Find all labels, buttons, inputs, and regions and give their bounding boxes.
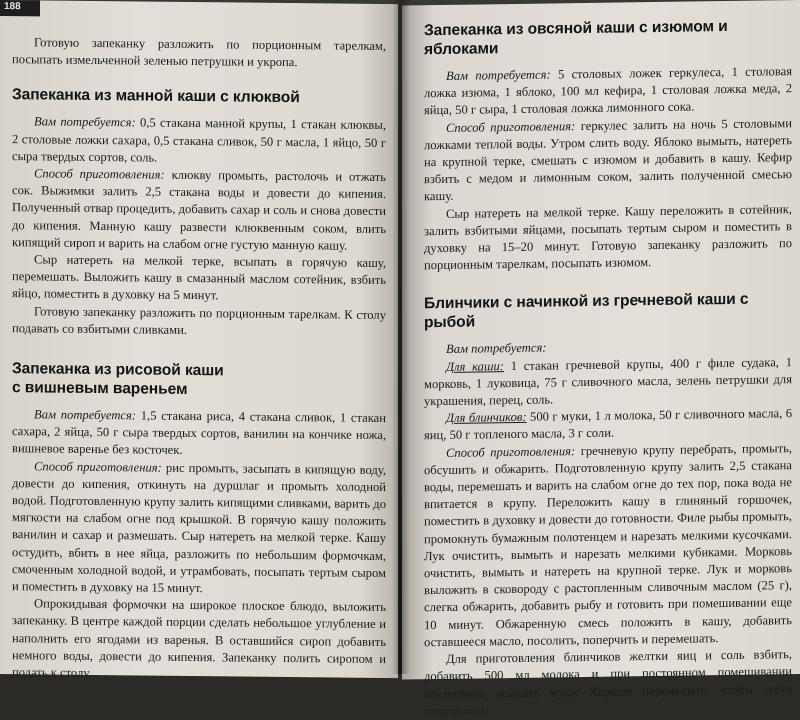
method-text: геркулес залить на ночь 5 столовыми ложками теплой воды. Утром слить воду. Яблоко вымыть, натереть на крупной терке, смешать с изюмом и добавить в кашу. Кефир взбить с медом и лимонным соком, залить полученной смесью кашу. bbox=[424, 115, 792, 204]
method-label: Способ приготовления: bbox=[446, 443, 576, 460]
method-paragraph bbox=[424, 115, 792, 206]
method-text: рис промыть, засыпать в кипящую воду, довести до кипения, откинуть на дуршлаг и промыть холодной водой. Подготовленную крупу залить кипящими сливками, варить до мягкости на слабом огне под крышкой. В горячую кашу положить ванилин и сахар и размешать. Сыр натереть на мелкой терке. Кашу остудить, вбить в нее яйца, разложить по небольшим формочкам, смоченным холодной водой, и утрамбовать, посыпать тертым сыром и поместить в духовку на 15 минут. bbox=[12, 460, 386, 596]
ingredients-paragraph bbox=[12, 114, 386, 170]
pancake-ingredients bbox=[424, 405, 792, 445]
body-paragraph: Сыр натереть на мелкой терке. Кашу переложить в сотейник, залить взбитыми яйцами, посыпать тертым сыром и поместить в духовку на 15–20 минут. Готовую запеканку разложить по порционным тарелкам, посыпать изюмом. bbox=[424, 201, 792, 273]
ingredients-label: Вам потребуется: bbox=[446, 67, 551, 83]
ingredients-text: 1,5 стакана риса, 4 стакана сливок, 1 стакан сахара, 2 яйца, 50 г сыра твердых сортов, ванилин на кончике ножа, вишневое варенье без косточек. bbox=[12, 408, 387, 458]
porridge-label: Для каши: bbox=[446, 358, 504, 374]
recipe-title-rice bbox=[12, 359, 386, 401]
body-paragraph: Готовую запеканку разложить по порционным тарелкам. К столу подавать со взбитыми сливками. bbox=[12, 303, 386, 337]
body-paragraph: Для приготовления блинчиков желтки яиц и соль взбить, добавить 500 мл молока и при постоянном помешивании постепенно всыпать муку. Хорошо перемешать, чтобы тесто получилось bbox=[424, 647, 792, 718]
recipe-title-line: с вишневым вареньем bbox=[12, 379, 188, 399]
right-page bbox=[402, 0, 800, 718]
ingredients-text: 0,5 стакана манной крупы, 1 стакан клюквы, 2 столовые ложки сахара, 0,5 стакана сливок, 50 г масла, 1 яйцо, 50 г сыра твердых сортов, соль. bbox=[12, 115, 386, 165]
ingredients-label: Вам потребуется: bbox=[34, 114, 136, 130]
ingredients-text: 5 столовых ложек геркулеса, 1 столовая ложка изюма, 1 яблоко, 100 мл кефира, 1 столовая ложка меда, 2 яйца, 50 г сыра, 1 столовая ложка лимонного сока. bbox=[424, 64, 792, 118]
book-spine-shadow bbox=[392, 0, 410, 674]
method-text: клюкву промыть, растолочь и отжать сок. Выжимки залить 2,5 стакана воды и довести до кипения. Полученный отвар процедить, добавить сахар и соль и снова довести до кипения. Манную кашу развести клюквенным соком, влить кипящий сироп и варить на слабом огне густую манную кашу. bbox=[12, 167, 386, 253]
ingredients-label: Вам потребуется: bbox=[446, 340, 547, 357]
ingredients-label: Вам потребуется: bbox=[34, 407, 137, 423]
pancakes-label: Для блинчиков: bbox=[446, 410, 527, 426]
recipe-title-pancakes: Блинчики с начинкой из гречневой каши с рыбой bbox=[424, 291, 749, 332]
porridge-text: 1 стакан гречневой крупы, 400 г филе судака, 1 морковь, 1 луковица, 75 г сливочного масла, зелень петрушки для украшения, перец, соль. bbox=[424, 354, 792, 409]
intro-paragraph: Готовую запеканку разложить по порционным тарелкам, посыпать измельченной зеленью петрушки и укропа. bbox=[12, 35, 386, 70]
ingredients-paragraph bbox=[424, 63, 792, 120]
method-paragraph bbox=[12, 165, 386, 255]
method-paragraph bbox=[12, 458, 386, 600]
method-label: Способ приготовления: bbox=[34, 166, 165, 182]
body-paragraph: Сыр натереть на мелкой терке, всыпать в горячую кашу, перемешать. Выложить кашу в смазанный маслом сотейник, взбить яйцо, поместить в духовку на 5 минут. bbox=[12, 252, 386, 303]
page-number: 188 bbox=[0, 0, 40, 16]
body-paragraph: Опрокидывая формочки на широкое плоское блюдо, выложить запеканку. В центре каждой порции сделать небольшое углубление и наполнить его ягодами из варенья. В оставшийся сироп добавить немного воды, довести до кипения. Запеканку полить сиропом и подать к столу. bbox=[12, 596, 386, 681]
pancakes-text: 500 г муки, 1 л молока, 50 г сливочного масла, 6 яиц, 50 г топленого масла, 3 г соли. bbox=[424, 406, 792, 443]
method-label: Способ приготовления: bbox=[34, 459, 162, 475]
left-page bbox=[0, 0, 398, 681]
porridge-ingredients bbox=[424, 354, 792, 411]
recipe-title-semolina: Запеканка из манной каши с клюквой bbox=[12, 86, 300, 107]
method-paragraph bbox=[424, 440, 792, 652]
method-text: гречневую крупу перебрать, промыть, обсушить и обжарить. Подготовленную крупу залить 2,5 стакана воды, перемешать и варить на слабом огне до тех пор, пока вода не впитается в крупу. Переложить кашу в глиняный горшочек, поместить в духовку и довести до готовности. Филе рыбы промыть, промокнуть бумажным полотенцем и нарезать мелкими кусочками. Лук очистить, вымыть и нарезать мелкими кубиками. Морковь очистить, вымыть и натереть на крупной терке. Лук и морковь выложить в сковороду с растопленным сливочным маслом (25 г), слегка обжарить, добавить рыбу и готовить при помешивании еще 10 минут. Обжаренную смесь положить в кашу, добавить оставшееся масло, посолить, поперчить и перемешать. bbox=[424, 440, 792, 650]
recipe-title-oat: Запеканка из овсяной каши с изюмом и яблоками bbox=[424, 18, 728, 59]
ingredients-paragraph bbox=[12, 406, 386, 462]
recipe-title-line: Запеканка из рисовой каши bbox=[12, 360, 224, 380]
method-label: Способ приготовления: bbox=[446, 118, 576, 135]
